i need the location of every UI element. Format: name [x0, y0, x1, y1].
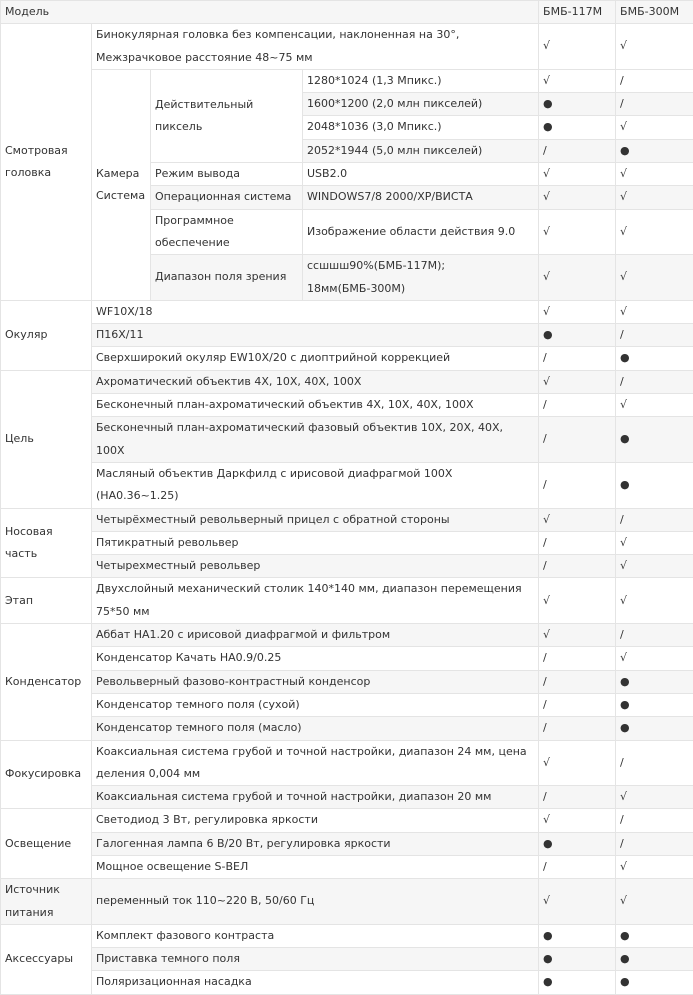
- mark-cell-1: /: [539, 786, 616, 809]
- feature-cell: 1600*1200 (2,0 млн пикселей): [303, 93, 539, 116]
- category-cell: Окуляр: [1, 300, 92, 370]
- mark-cell-1: √: [539, 163, 616, 186]
- mark-cell-2: √: [616, 24, 693, 70]
- feature-cell: Сверхширокий окуляр EW10X/20 с диоптрийной коррекцией: [92, 347, 539, 370]
- mark-cell-2: ●: [616, 948, 693, 971]
- feature-cell: Двухслойный механический столик 140*140 мм, диапазон перемещения 75*50 мм: [92, 578, 539, 624]
- table-row: [1, 832, 693, 855]
- subcategory-cell: Действительный пиксель: [151, 69, 303, 162]
- mark-cell-2: √: [616, 531, 693, 554]
- mark-cell-2: √: [616, 394, 693, 417]
- category-cell: Цель: [1, 370, 92, 508]
- category-cell: Носовая часть: [1, 508, 92, 578]
- mark-cell-2: √: [616, 300, 693, 323]
- mark-cell-2: √: [616, 163, 693, 186]
- header-model-1: БМБ-117М: [539, 1, 616, 24]
- mark-cell-1: √: [539, 370, 616, 393]
- table-row: [1, 24, 693, 70]
- table-row: [1, 370, 693, 393]
- feature-cell: Четырёхместный револьверный прицел с обратной стороны: [92, 508, 539, 531]
- mark-cell-1: √: [539, 186, 616, 209]
- table-row: [1, 670, 693, 693]
- mark-cell-1: ●: [539, 971, 616, 994]
- table-row: [1, 647, 693, 670]
- mark-cell-1: √: [539, 624, 616, 647]
- table-row: [1, 578, 693, 624]
- feature-cell: Конденсатор темного поля (сухой): [92, 693, 539, 716]
- feature-cell: Четырехместный револьвер: [92, 555, 539, 578]
- category-cell: Смотровая головка: [1, 24, 92, 301]
- feature-cell: Коаксиальная система грубой и точной настройки, диапазон 20 мм: [92, 786, 539, 809]
- mark-cell-2: ●: [616, 717, 693, 740]
- mark-cell-1: √: [539, 578, 616, 624]
- feature-cell: 2052*1944 (5,0 млн пикселей): [303, 139, 539, 162]
- feature-cell: Бинокулярная головка без компенсации, наклоненная на 30°, Межзрачковое расстояние 48~75 мм: [92, 24, 539, 70]
- mark-cell-2: ●: [616, 693, 693, 716]
- mark-cell-1: /: [539, 647, 616, 670]
- table-row: [1, 462, 693, 508]
- mark-cell-2: /: [616, 324, 693, 347]
- category-cell: Этап: [1, 578, 92, 624]
- mark-cell-1: √: [539, 809, 616, 832]
- category-cell: Аксессуары: [1, 924, 92, 994]
- mark-cell-1: √: [539, 24, 616, 70]
- subcategory-cell: Диапазон поля зрения: [151, 255, 303, 301]
- header-model-2: БМБ-300М: [616, 1, 693, 24]
- feature-cell: Галогенная лампа 6 В/20 Вт, регулировка яркости: [92, 832, 539, 855]
- mark-cell-1: /: [539, 139, 616, 162]
- mark-cell-2: √: [616, 255, 693, 301]
- table-row: [1, 693, 693, 716]
- mark-cell-2: √: [616, 209, 693, 255]
- feature-cell: Конденсатор темного поля (масло): [92, 717, 539, 740]
- feature-cell: ссшшш90%(БМБ-117М); 18мм(БМБ-300М): [303, 255, 539, 301]
- mark-cell-1: ●: [539, 93, 616, 116]
- table-row: [1, 300, 693, 323]
- mark-cell-2: /: [616, 740, 693, 786]
- mark-cell-2: √: [616, 555, 693, 578]
- table-row: [1, 394, 693, 417]
- mark-cell-2: ●: [616, 139, 693, 162]
- feature-cell: Аббат НА1.20 с ирисовой диафрагмой и фильтром: [92, 624, 539, 647]
- table-row: [1, 624, 693, 647]
- table-row: [1, 855, 693, 878]
- mark-cell-2: ●: [616, 347, 693, 370]
- subcategory-cell: Операционная система: [151, 186, 303, 209]
- table-row: [1, 879, 693, 925]
- mark-cell-2: √: [616, 647, 693, 670]
- mark-cell-1: √: [539, 209, 616, 255]
- mark-cell-1: √: [539, 69, 616, 92]
- mark-cell-1: ●: [539, 924, 616, 947]
- mark-cell-1: ●: [539, 116, 616, 139]
- mark-cell-1: /: [539, 462, 616, 508]
- feature-cell: Комплект фазового контраста: [92, 924, 539, 947]
- feature-cell: 1280*1024 (1,3 Мпикс.): [303, 69, 539, 92]
- mark-cell-2: √: [616, 879, 693, 925]
- mark-cell-1: /: [539, 670, 616, 693]
- feature-cell: Револьверный фазово-контрастный конденсор: [92, 670, 539, 693]
- mark-cell-1: /: [539, 717, 616, 740]
- table-row: [1, 948, 693, 971]
- table-row: [1, 324, 693, 347]
- feature-cell: Бесконечный план-ахроматический фазовый объектив 10X, 20X, 40X, 100X: [92, 417, 539, 463]
- table-row: [1, 717, 693, 740]
- mark-cell-1: /: [539, 394, 616, 417]
- feature-cell: Бесконечный план-ахроматический объектив 4X, 10X, 40X, 100X: [92, 394, 539, 417]
- table-row: [1, 508, 693, 531]
- feature-cell: 2048*1036 (3,0 Мпикс.): [303, 116, 539, 139]
- table-row: [1, 809, 693, 832]
- table-row: [1, 347, 693, 370]
- table-row: [1, 786, 693, 809]
- table-row: [1, 924, 693, 947]
- subcategory-cell: Программное обеспечение: [151, 209, 303, 255]
- table-row: [1, 971, 693, 994]
- feature-cell: Конденсатор Качать НА0.9/0.25: [92, 647, 539, 670]
- mark-cell-1: /: [539, 531, 616, 554]
- table-row: [1, 555, 693, 578]
- mark-cell-2: √: [616, 578, 693, 624]
- feature-cell: Поляризационная насадка: [92, 971, 539, 994]
- table-header-row: [1, 1, 693, 24]
- table-row: [1, 417, 693, 463]
- mark-cell-2: ●: [616, 462, 693, 508]
- mark-cell-1: ●: [539, 324, 616, 347]
- mark-cell-1: /: [539, 417, 616, 463]
- mark-cell-1: √: [539, 300, 616, 323]
- mark-cell-2: /: [616, 624, 693, 647]
- feature-cell: Ахроматический объектив 4X, 10X, 40X, 100X: [92, 370, 539, 393]
- feature-cell: Светодиод 3 Вт, регулировка яркости: [92, 809, 539, 832]
- feature-cell: переменный ток 110~220 В, 50/60 Гц: [92, 879, 539, 925]
- mark-cell-2: ●: [616, 971, 693, 994]
- mark-cell-2: √: [616, 116, 693, 139]
- feature-cell: WINDOWS7/8 2000/XP/ВИСТА: [303, 186, 539, 209]
- mark-cell-2: /: [616, 809, 693, 832]
- category-cell: Освещение: [1, 809, 92, 879]
- mark-cell-2: /: [616, 370, 693, 393]
- feature-cell: WF10X/18: [92, 300, 539, 323]
- mark-cell-1: /: [539, 347, 616, 370]
- table-row: [1, 531, 693, 554]
- feature-cell: Масляный объектив Даркфилд с ирисовой диафрагмой 100X (НА0.36~1.25): [92, 462, 539, 508]
- table-row: [1, 69, 693, 92]
- subcategory-cell: Режим вывода: [151, 163, 303, 186]
- feature-cell: Пятикратный револьвер: [92, 531, 539, 554]
- mark-cell-2: /: [616, 832, 693, 855]
- header-model: Модель: [1, 1, 539, 24]
- feature-cell: Изображение области действия 9.0: [303, 209, 539, 255]
- mark-cell-2: /: [616, 508, 693, 531]
- mark-cell-1: √: [539, 879, 616, 925]
- category-cell: Фокусировка: [1, 740, 92, 809]
- mark-cell-1: /: [539, 555, 616, 578]
- mark-cell-1: /: [539, 855, 616, 878]
- mark-cell-1: √: [539, 740, 616, 786]
- mark-cell-1: √: [539, 255, 616, 301]
- mark-cell-1: ●: [539, 948, 616, 971]
- category-cell: Конденсатор: [1, 624, 92, 740]
- category-cell: Источник питания: [1, 879, 92, 925]
- feature-cell: USB2.0: [303, 163, 539, 186]
- mark-cell-2: ●: [616, 670, 693, 693]
- mark-cell-2: /: [616, 69, 693, 92]
- subcategory-cell: Камера Система: [92, 69, 151, 300]
- mark-cell-2: √: [616, 186, 693, 209]
- mark-cell-2: ●: [616, 417, 693, 463]
- mark-cell-2: √: [616, 855, 693, 878]
- table-row: [1, 740, 693, 786]
- feature-cell: П16X/11: [92, 324, 539, 347]
- mark-cell-1: ●: [539, 832, 616, 855]
- mark-cell-2: /: [616, 93, 693, 116]
- feature-cell: Приставка темного поля: [92, 948, 539, 971]
- feature-cell: Мощное освещение S-ВЕЛ: [92, 855, 539, 878]
- feature-cell: Коаксиальная система грубой и точной настройки, диапазон 24 мм, цена деления 0,004 мм: [92, 740, 539, 786]
- mark-cell-2: ●: [616, 924, 693, 947]
- mark-cell-1: /: [539, 693, 616, 716]
- mark-cell-2: √: [616, 786, 693, 809]
- mark-cell-1: √: [539, 508, 616, 531]
